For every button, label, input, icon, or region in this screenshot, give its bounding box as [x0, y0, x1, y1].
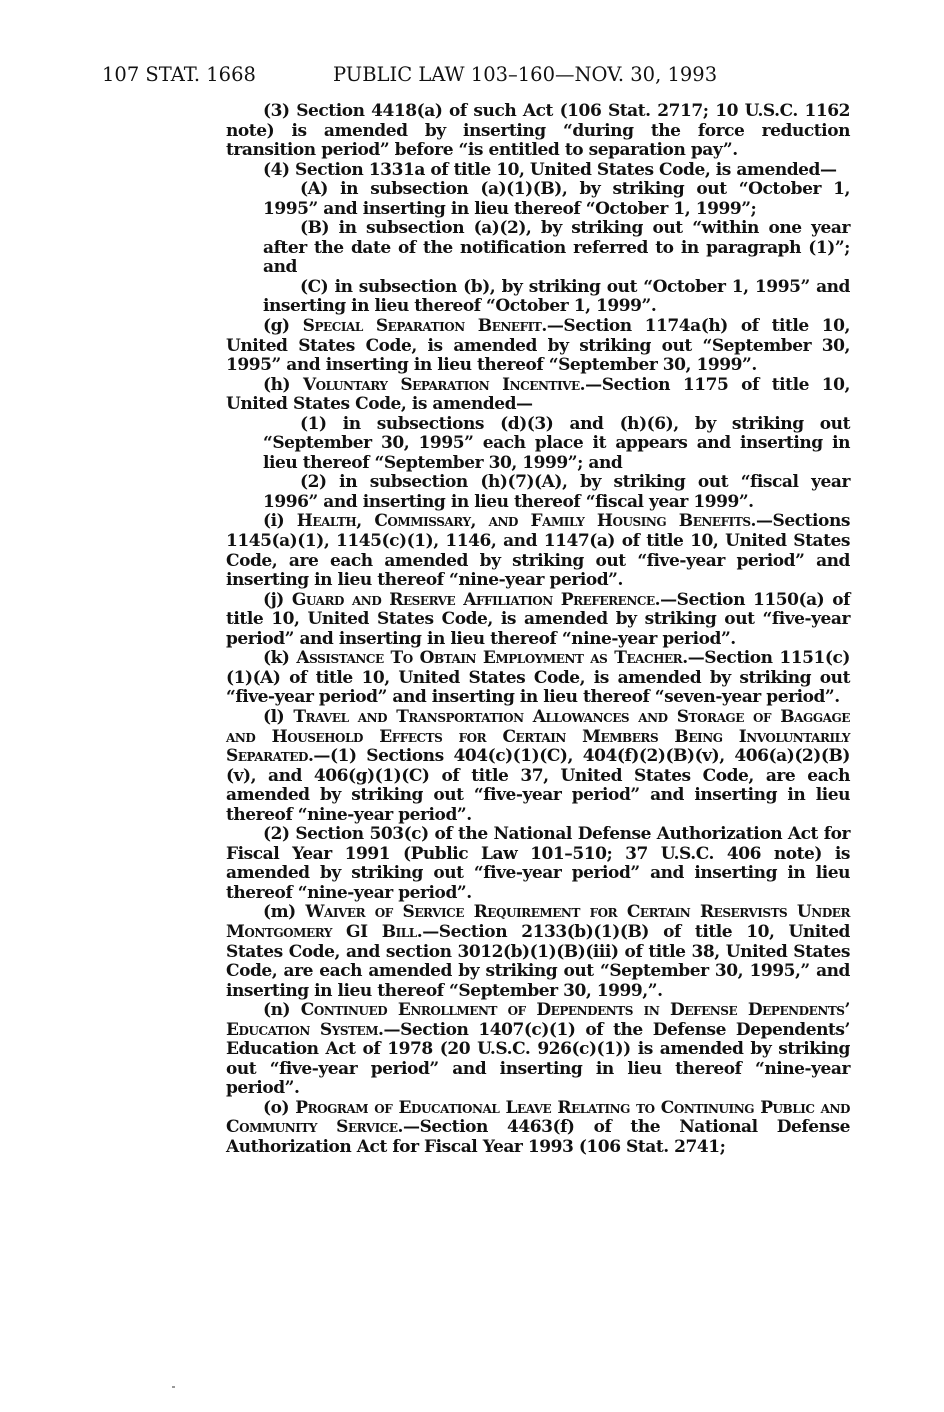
subsection-label: (m): [263, 902, 306, 923]
subsection-k: [226, 649, 850, 708]
subsection-heading: Voluntary Separation Incentive.: [302, 374, 586, 395]
subsection-label: (o): [263, 1097, 296, 1118]
subsection-heading: Special Separation Benefit.: [302, 316, 547, 337]
subsection-text: —Section 1151(c)(1)(A) of title 10, United States Code, is amended by striking out “five-year period” and inserting in lieu thereof “seven-year period”.: [226, 648, 851, 708]
subparagraph-4b: (B) in subsection (a)(2), by striking out “within one year after the date of the notification referred to in paragraph (1)”; and: [263, 218, 850, 278]
statute-body-text: [226, 102, 850, 1158]
subsection-g: [226, 317, 850, 376]
running-header: [102, 62, 862, 88]
subparagraph-4a: (A) in subsection (a)(1)(B), by striking out “October 1, 1995” and inserting in lieu thereof “October 1, 1999”;: [263, 179, 850, 219]
subsection-text: —Sections 1145(a)(1), 1145(c)(1), 1146, and 1147(a) of title 10, United States Code, are each amended by striking out “five-year period” and inserting in lieu thereof “nine-year period”.: [226, 511, 850, 591]
subsection-heading: Travel and Transportation Allowances and Storage of Baggage and Household Effects for Certain Members Being Involuntarily Separated.: [226, 706, 850, 767]
subsection-text: —Section 4463(f) of the National Defense Authorization Act for Fiscal Year 1993 (106 Stat. 2741;: [226, 1117, 850, 1157]
subsection-text: —Section 1407(c)(1) of the Defense Dependents’ Education Act of 1978 (20 U.S.C. 926(c)(1)) is amended by striking out “five-year period” and inserting in lieu thereof “nine-year period”.: [226, 1019, 851, 1099]
paragraph-h2: (2) in subsection (h)(7)(A), by striking out “fiscal year 1996” and inserting in lieu thereof “fiscal year 1999”.: [263, 472, 850, 512]
subsection-label: (g): [263, 316, 303, 337]
paragraph-l2: (2) Section 503(c) of the National Defense Authorization Act for Fiscal Year 1991 (Public Law 101–510; 37 U.S.C. 406 note) is amended by striking out “five-year period” and inserting in lieu thereof “nine-year period”.: [226, 824, 850, 903]
subsection-j: [226, 591, 850, 650]
subsection-label: (k): [263, 648, 297, 669]
subsection-m: [226, 903, 850, 1001]
subparagraph-4c: (C) in subsection (b), by striking out “October 1, 1995” and inserting in lieu thereof “October 1, 1999”.: [263, 276, 850, 317]
subsection-heading: Continued Enrollment of Dependents in Defense Dependents’ Education System.: [226, 1000, 850, 1040]
subsection-o: [226, 1099, 850, 1158]
paragraph-h1: (1) in subsections (d)(3) and (h)(6), by striking out “September 30, 1995” each place it appears and inserting in lieu thereof “September 30, 1999”; and: [263, 413, 850, 473]
subsection-label: (h): [263, 374, 303, 395]
subsection-heading: Health, Commissary, and Family Housing Benefits.: [296, 511, 756, 532]
subsection-heading: Assistance To Obtain Employment as Teacher.: [296, 648, 688, 669]
subsection-text: —Section 1175 of title 10, United States Code, is amended—: [226, 374, 851, 415]
subsection-text: —(1) Sections 404(c)(1)(C), 404(f)(2)(B)(v), 406(a)(2)(B)(v), and 406(g)(1)(C) of title 37, United States Code, are each amended by striking out “five-year period” and inserting in lieu thereof “nine-year period”.: [226, 746, 850, 825]
subsection-label: (n): [263, 1000, 301, 1021]
subsection-heading: Guard and Reserve Affiliation Preference.: [291, 589, 661, 610]
subsection-h: [226, 376, 850, 415]
subsection-l: [226, 708, 850, 825]
statute-page-citation: 107 STAT. 1668: [102, 63, 256, 86]
subsection-heading: Program of Educational Leave Relating to Continuing Public and Community Service.: [226, 1097, 850, 1138]
subsection-text: —Section 1150(a) of title 10, United States Code, is amended by striking out “five-year period” and inserting in lieu thereof “nine-year period”.: [226, 589, 851, 649]
public-law-citation: PUBLIC LAW 103–160—NOV. 30, 1993: [333, 63, 718, 86]
subsection-label: (l): [263, 706, 294, 727]
subsection-text: —Section 1174a(h) of title 10, United States Code, is amended by striking out “September 30, 1995” and inserting in lieu thereof “September 30, 1999”.: [226, 316, 850, 376]
subsection-i: [226, 512, 850, 590]
subsection-heading: Waiver of Service Requirement for Certain Reservists Under Montgomery GI Bill.: [226, 902, 850, 942]
scan-speck: [172, 1386, 175, 1388]
subsection-label: (i): [263, 511, 297, 532]
subsection-n: [226, 1001, 850, 1099]
subsection-text: —Section 2133(b)(1)(B) of title 10, United States Code, and section 3012(b)(1)(B)(iii) of title 38, United States Code, are each amended by striking out “September 30, 1995,” and inserting in lieu thereof “September 30, 1999,”.: [226, 921, 850, 1001]
paragraph-3: (3) Section 4418(a) of such Act (106 Stat. 2717; 10 U.S.C. 1162 note) is amended by inserting “during the force reduction transition period” before “is entitled to separation pay”.: [226, 101, 850, 161]
subsection-label: (j): [263, 589, 292, 610]
paragraph-4: (4) Section 1331a of title 10, United States Code, is amended—: [263, 159, 837, 180]
